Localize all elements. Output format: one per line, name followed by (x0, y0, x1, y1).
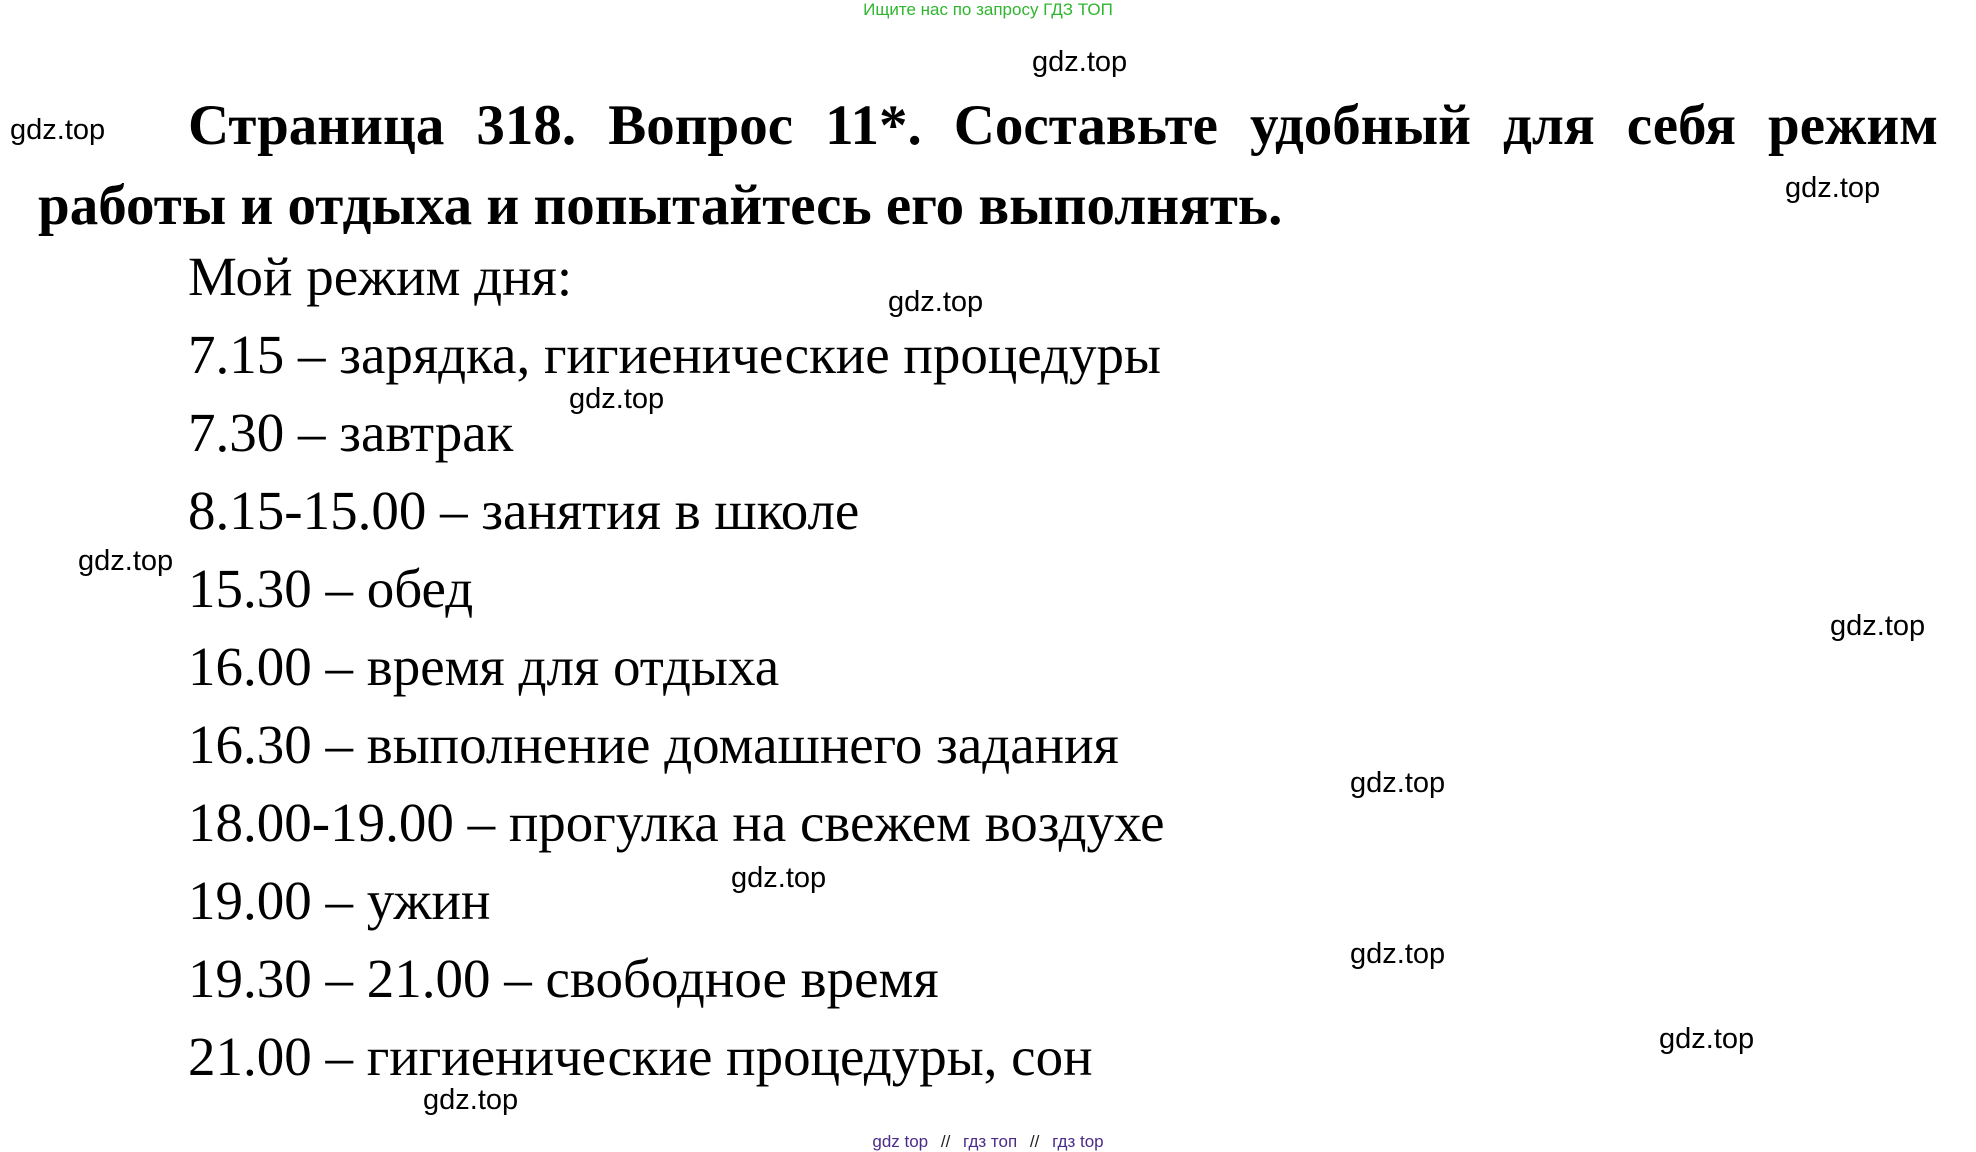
watermark: gdz.top (1350, 938, 1446, 970)
watermark: gdz.top (423, 1084, 519, 1116)
schedule-item: 15.30 – обед (188, 558, 474, 619)
schedule-item: 8.15-15.00 – занятия в школе (188, 480, 860, 541)
schedule-item: 7.15 – зарядка, гигиенические процедуры (188, 324, 1161, 385)
watermark: gdz.top (10, 114, 106, 146)
watermark: gdz.top (1032, 46, 1128, 78)
schedule-intro: Мой режим дня: (188, 246, 573, 307)
top-banner[interactable]: Ищите нас по запросу ГДЗ ТОП (863, 0, 1113, 19)
watermark: gdz.top (569, 383, 665, 415)
schedule-item: 19.00 – ужин (188, 870, 491, 931)
schedule-item: 19.30 – 21.00 – свободное время (188, 948, 939, 1009)
schedule-item: 16.00 – время для отдыха (188, 636, 780, 697)
schedule-item: 16.30 – выполнение домашнего задания (188, 714, 1119, 775)
footer-link[interactable]: гдз топ (963, 1132, 1018, 1151)
footer-link[interactable]: gdz top (872, 1132, 929, 1151)
question-heading: Страница 318. Вопрос 11*. Составьте удобный для себя режим работы и отдыха и попытайтесь его выполнять. (38, 94, 1938, 237)
footer-separator: // (1029, 1132, 1040, 1151)
watermark: gdz.top (731, 862, 827, 894)
watermark: gdz.top (78, 545, 174, 577)
watermark: gdz.top (1659, 1023, 1755, 1055)
watermark: gdz.top (1830, 610, 1926, 642)
footer-link[interactable]: гдз top (1052, 1132, 1104, 1151)
daily-schedule (188, 238, 1165, 1096)
watermark: gdz.top (888, 286, 984, 318)
schedule-item: 21.00 – гигиенические процедуры, сон (188, 1026, 1093, 1087)
schedule-item: 7.30 – завтрак (188, 402, 514, 463)
schedule-item: 18.00-19.00 – прогулка на свежем воздухе (188, 792, 1165, 853)
footer-separator: // (940, 1132, 951, 1151)
watermark: gdz.top (1785, 172, 1881, 204)
footer-links (0, 1132, 1976, 1152)
watermark: gdz.top (1350, 767, 1446, 799)
